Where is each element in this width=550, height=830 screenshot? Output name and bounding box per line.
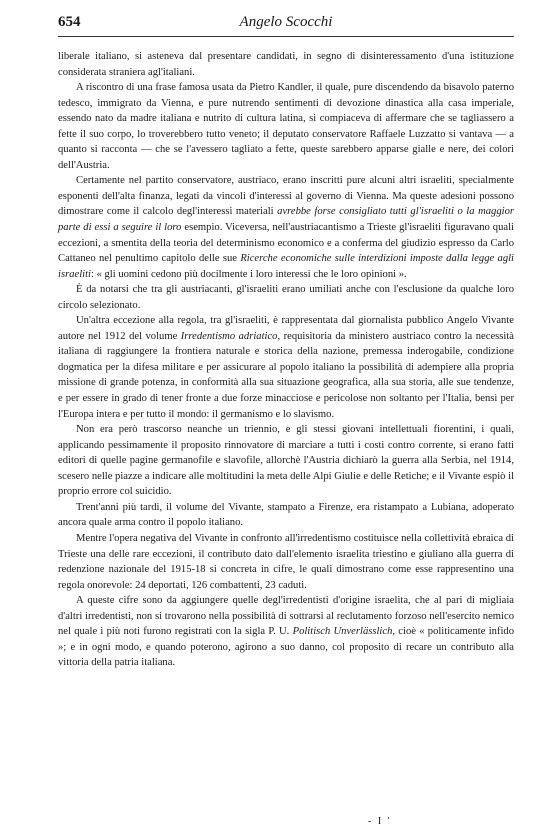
text-run: , cioè « politicamente infido »; e in ogni modo, e quando poterono, agirono a suo danno, col proposito di recare un contributo alla vittoria della patria italiana. bbox=[58, 626, 515, 669]
italic-text: Politisch Unverlässlich bbox=[292, 626, 393, 638]
text-run: Trent'anni più tardi, il volume del Vivante, stampato a Firenze, era ristampato a Lubiana, adoperato ancora quale arma contro il popolo italiano. bbox=[58, 501, 514, 529]
paragraph bbox=[58, 422, 514, 500]
text-run: , requisitoria da ministero austriaco contro la necessità italiana di raggiungere la frontiera naturale e storica della nazione, premessa inderogabile, condizione dogmatica per la difesa militare e per assicurare al popolo italiano la possibilità di adempiere alla propria missione di grande potenza, in conformità alla sua situazione geografica, alla sua storia, alle sue tendenze, e per essere in grado di tener fronte a due forze minacciose e pericolose non soltanto per l'Italia, bensì per l'Europa intera e per tutto il mondo: il germanismo e lo slavismo. bbox=[58, 330, 514, 420]
italic-text: Ricerche economiche sulle interdizioni imposte dalla legge agli israeliti bbox=[58, 253, 515, 280]
text-run: liberale italiano, si astenevа dal presentare candidati, in segno di disinteressamento d'una istituzione considerata straniera agl'italiani. bbox=[58, 51, 514, 78]
body-text bbox=[58, 49, 514, 671]
text-run: Un'altra eccezione alla regola, tra gl'israeliti, è rappresentata dal giornalista pubblico Angelo Vivante autore nel 1912 del volume bbox=[58, 315, 514, 342]
text-run: Non era però trascorso neanche un triennio, e gli stessi giovani intellettuali fiorentini, i quali, applicando pessimamente il proposito rinnovatore di marciare a tutti i costi contro corrente, si erano fatti editori di quelle pagine germanofile e slavofile, allorchè l'Austria dichiarò la guerra alla Serbia, nel 1914, scesero nelle piazze a indicare alle moltitudini la meta delle Alpi Giulie e delle Retiche; e il Vivante espiò il proprio errore col suicidio. bbox=[58, 424, 515, 498]
text-run: Certamente nel partito conservatore, austriaco, erano inscritti pure alcuni altri israeliti, specialmente esponenti dell'alta finanza, legati da vincoli d'interessi al governo di Vienna. Ma queste adesioni possono dimostrare come il calcolo degl'interessi materiali bbox=[58, 175, 514, 218]
text-run: : « gli uomini cedono più docilmente i loro interessi che le loro opinioni ». bbox=[90, 268, 407, 280]
text-run: A riscontro di una frase famosa usata da Pietro Kandler, il quale, pure discendendo da bisavolo paterno tedesco, immigrato da Vienna, e pure nutrendo sentimenti di devozione dinastica alla casa imperiale, essendo nato da madre italiana e nutrito di cultura latina, si compiaceva di affermare che se tagliassero a fette il suo corpo, lo troverebbero tutto veneto; il deputato conservatore Raffaele Luzzatto si vantava — a quanto si racconta — che se l'avessero tagliato a fette, queste sarebbero apparse gialle e nere, dei colori dell'Austria. bbox=[58, 82, 514, 171]
paragraph bbox=[58, 593, 514, 671]
italic-text: Irredentismo adriatico bbox=[180, 330, 278, 342]
page-number: 654 bbox=[58, 14, 81, 30]
paragraph bbox=[58, 49, 514, 80]
italic-text: avrebbe forse consigliato tutti gl'israeliti o la maggior parte di essi a seguire il loro bbox=[58, 206, 514, 234]
text-run: È da notarsi che tra gli austriacanti, gl'israeliti erano umiliati anche con l'esclusione da qualche loro circolo selezionato. bbox=[58, 284, 514, 311]
page-header bbox=[58, 14, 514, 37]
paragraph bbox=[58, 173, 514, 282]
paragraph bbox=[58, 313, 514, 422]
text-run: A queste cifre sono da aggiungere quelle degl'irredentisti d'origine israelita, che al pari di migliaia d'altri irredentisti, non si trovarono nella possibilità di sottrarsi al reclutamento forzoso nell'esercito nemico nel quale i più noti furono registrati con la sigla P. U. bbox=[58, 595, 514, 638]
paragraph bbox=[58, 282, 514, 313]
text-run: Mentre l'opera negativa del Vivante in confronto all'irredentismo costituisce nella collettività ebraica di Trieste una delle rare eccezioni, il contributo dato dall'elemento israelita triestino e giuliano alla guerra di redenzione nazionale del 1915-18 si concreta in cifre, le quali dimostrano come esse rappresentino una regola onorevole: 24 deportati, 126 combattenti, 23 caduti. bbox=[58, 532, 514, 591]
paragraph bbox=[58, 500, 514, 531]
running-head: Angelo Scocchi bbox=[239, 14, 333, 30]
paragraph bbox=[58, 531, 514, 593]
printer-mark: - I ' bbox=[368, 816, 392, 827]
text-run: esempio. Viceversa, nell'austriacantismo a Trieste gl'israeliti figuravano quali eccezioni, a smentita della teoria del determinismo economico e a conferma del giudizio espresso da Carlo Cattaneo nel penultimo capitolo delle sue bbox=[58, 222, 514, 265]
paragraph bbox=[58, 80, 514, 173]
